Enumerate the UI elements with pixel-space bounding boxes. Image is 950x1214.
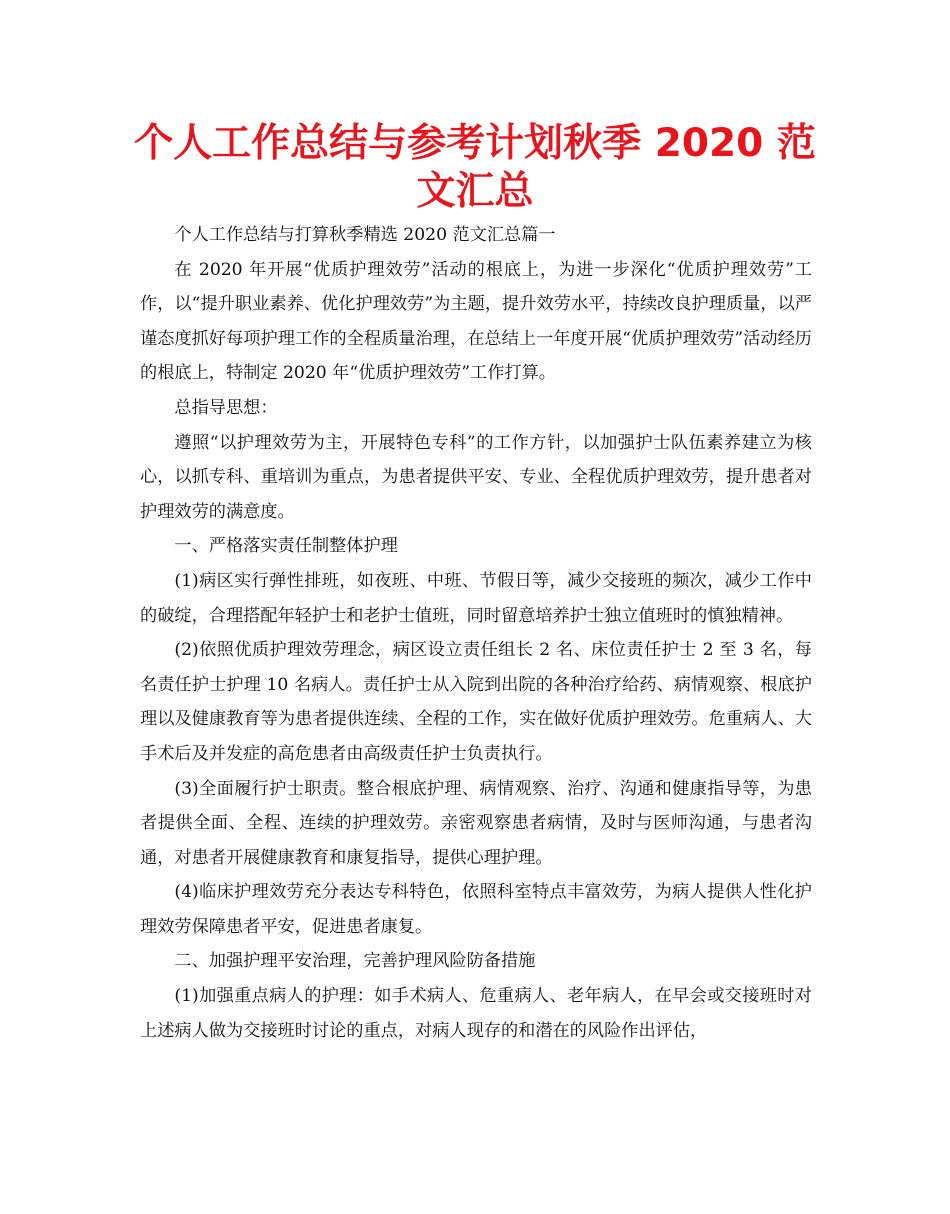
section-heading: 个人工作总结与打算秋季精选 2020 范文汇总篇一 bbox=[174, 225, 556, 245]
sub-heading: 总指导思想： bbox=[174, 397, 278, 418]
paragraph: (3)全面履行护士职责。整合根底护理、病情观察、治疗、沟通和健康指导等，为患者提供全面、全程、连续的护理效劳。亲密观察患者病情，及时与医师沟通，与患者沟通，对患者开展健康教育和康复指导，提供心理护理。 bbox=[140, 778, 812, 868]
sub-heading: 二、加强护理平安治理，完善护理风险防备措施 bbox=[174, 951, 536, 972]
paragraph: (4)临床护理效劳充分表达专科特色，依照科室特点丰富效劳，为病人提供人性化护理效劳保障患者平安，促进患者康复。 bbox=[140, 882, 812, 937]
sub-heading: 一、严格落实责任制整体护理 bbox=[174, 536, 398, 557]
document-title: 个人工作总结与参考计划秋季 2020 范文汇总 bbox=[134, 121, 816, 214]
paragraph: (1)加强重点病人的护理：如手术病人、危重病人、老年病人，在早会或交接班时对上述病人做为交接班时讨论的重点，对病人现存的和潜在的风险作出评估， bbox=[140, 986, 812, 1041]
document-body bbox=[140, 218, 812, 1048]
paragraph: 遵照“以护理效劳为主，开展特色专科”的工作方针，以加强护士队伍素养建立为核心，以抓专科、重培训为重点，为患者提供平安、专业、全程优质护理效劳，提升患者对护理效劳的满意度。 bbox=[140, 432, 812, 522]
paragraph: (1)病区实行弹性排班，如夜班、中班、节假日等，减少交接班的频次，减少工作中的破绽，合理搭配年轻护士和老护士值班，同时留意培养护士独立值班时的慎独精神。 bbox=[140, 570, 812, 626]
paragraph: (2)依照优质护理效劳理念，病区设立责任组长 2 名、床位责任护士 2 至 3 名，每名责任护士护理 10 名病人。责任护士从入院到出院的各种治疗给药、病情观察、根底护理以及健康教育等为患者提供连续、全程的工作，实在做好优质护理效劳。危重病人、大手术后及并发症的高危患者由高级责任护士负责执行。 bbox=[140, 640, 812, 764]
paragraph: 在 2020 年开展“优质护理效劳”活动的根底上，为进一步深化“优质护理效劳”工作，以“提升职业素养、优化护理效劳”为主题，提升效劳水平，持续改良护理质量，以严谨态度抓好每项护理工作的全程质量治理，在总结上一年度开展“优质护理效劳”活动经历的根底上，特制定 2020 年“优质护理效劳”工作打算。 bbox=[140, 259, 812, 384]
